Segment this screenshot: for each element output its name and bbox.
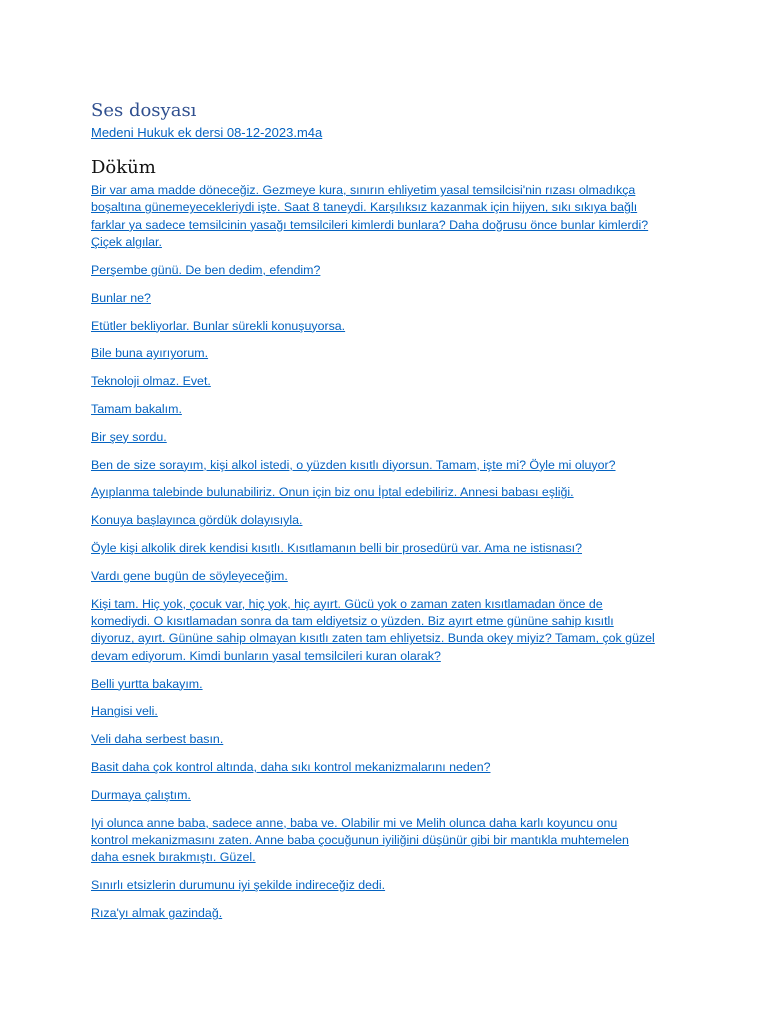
transcript-body — [91, 182, 691, 933]
transcript-line: boşaltına günemeyecekleriydi işte. Saat 8 taneydi. Karşılıksız kazanmak için hijyen, sıkı sıkıya bağlı — [91, 200, 638, 215]
transcript-line: Teknoloji olmaz. Evet. — [91, 374, 211, 389]
transcript-paragraph-link[interactable] — [91, 787, 691, 804]
transcript-line: Çiçek algılar. — [91, 235, 162, 250]
transcript-paragraph-link[interactable] — [91, 759, 691, 776]
transcript-line: Konuya başlayınca gördük dolayısıyla. — [91, 513, 303, 528]
transcript-paragraph-link[interactable] — [91, 731, 691, 748]
transcript-paragraph-link[interactable] — [91, 290, 691, 307]
transcript-paragraph-link[interactable] — [91, 484, 691, 501]
transcript-heading: Döküm — [91, 157, 156, 178]
transcript-paragraph-link[interactable] — [91, 815, 691, 867]
transcript-paragraph-link[interactable] — [91, 401, 691, 418]
transcript-paragraph-link[interactable] — [91, 877, 691, 894]
transcript-line: Hangisi veli. — [91, 704, 158, 719]
transcript-paragraph-link[interactable] — [91, 429, 691, 446]
transcript-line: Perşembe günü. De ben dedim, efendim? — [91, 263, 321, 278]
transcript-paragraph-link[interactable] — [91, 345, 691, 362]
transcript-paragraph-link[interactable] — [91, 596, 691, 666]
transcript-line: Veli daha serbest basın. — [91, 732, 224, 747]
transcript-line: Öyle kişi alkolik direk kendisi kısıtlı. Kısıtlamanın belli bir prosedürü var. Ama ne istisnası? — [91, 540, 583, 555]
transcript-line: diyoruz, ayırt. Gününe sahip olmayan kısıtlı zaten tam ehliyetsiz. Bunda okey miyiz? Tamam, çok güzel — [91, 631, 655, 646]
transcript-line: Bir şey sordu. — [91, 429, 167, 444]
transcript-paragraph-link[interactable] — [91, 568, 691, 585]
audio-file-heading: Ses dosyası — [91, 100, 197, 121]
transcript-line: daha esnek bırakmıştı. Güzel. — [91, 850, 256, 865]
transcript-line: Tamam bakalım. — [91, 402, 182, 416]
transcript-line: Iyi olunca anne baba, sadece anne, baba ve. Olabilir mi ve Melih olunca daha karlı koyuncu onu — [91, 815, 618, 830]
transcript-line: Bile buna ayırıyorum. — [91, 346, 209, 361]
transcript-paragraph-link[interactable] — [91, 457, 691, 474]
transcript-line: devam ediyorum. Kimdi bunların yasal temsilcileri kuran olarak? — [91, 648, 441, 663]
transcript-paragraph-link[interactable] — [91, 182, 691, 252]
audio-file-link[interactable]: Medeni Hukuk ek dersi 08-12-2023.m4a — [91, 125, 323, 140]
transcript-line: kontrol mekanizmasını zaten. Anne baba çocuğunun iyiliğini düşünür gibi bir mantıkla muhtemelen — [91, 832, 629, 847]
transcript-paragraph-link[interactable] — [91, 262, 691, 279]
transcript-line: farklar ya sadece temsilcinin yasağı temsilcileri kimlerdi bunlara? Daha doğrusu önce bunlar kimlerdi? — [91, 217, 649, 232]
transcript-paragraph-link[interactable] — [91, 540, 691, 557]
transcript-line: Ben de size sorayım, kişi alkol istedi, o yüzden kısıtlı diyorsun. Tamam, işte mi? Öyle mi oluyor? — [91, 457, 616, 472]
transcript-line: Kişi tam. Hiç yok, çocuk var, hiç yok, hiç ayırt. Gücü yok o zaman zaten kısıtlamadan önce de — [91, 596, 603, 611]
transcript-paragraph-link[interactable] — [91, 512, 691, 529]
transcript-paragraph-link[interactable] — [91, 676, 691, 693]
transcript-line: Sınırlı etsizlerin durumunu iyi şekilde indireceğiz dedi. — [91, 878, 386, 893]
transcript-line: Vardı gene bugün de söyleyeceğim. — [91, 568, 288, 583]
transcript-line: Basit daha çok kontrol altında, daha sıkı kontrol mekanizmalarını neden? — [91, 759, 491, 774]
transcript-line: komediydi. O kısıtlamadan sonra da tam eldiyetsiz o yüzden. Biz ayırt etme gününe sahip kısıtlı — [91, 613, 614, 628]
transcript-line: Bunlar ne? — [91, 290, 151, 305]
transcript-paragraph-link[interactable] — [91, 318, 691, 335]
transcript-line: Rıza'yı almak gazindağ. — [91, 905, 223, 920]
transcript-paragraph-link[interactable] — [91, 703, 691, 720]
transcript-line: Belli yurtta bakayım. — [91, 676, 203, 691]
transcript-paragraph-link[interactable] — [91, 905, 691, 922]
transcript-paragraph-link[interactable] — [91, 373, 691, 390]
transcript-line: Etütler bekliyorlar. Bunlar sürekli konuşuyorsa. — [91, 318, 346, 333]
transcript-line: Bir var ama madde döneceğiz. Gezmeye kura, sınırın ehliyetim yasal temsilcisi'nin rızası olmadıkça — [91, 183, 636, 197]
transcript-line: Durmaya çalıştım. — [91, 787, 191, 802]
transcript-line: Ayıplanma talebinde bulunabiliriz. Onun için biz onu İptal edebiliriz. Annesi babası eşliği. — [91, 485, 574, 500]
